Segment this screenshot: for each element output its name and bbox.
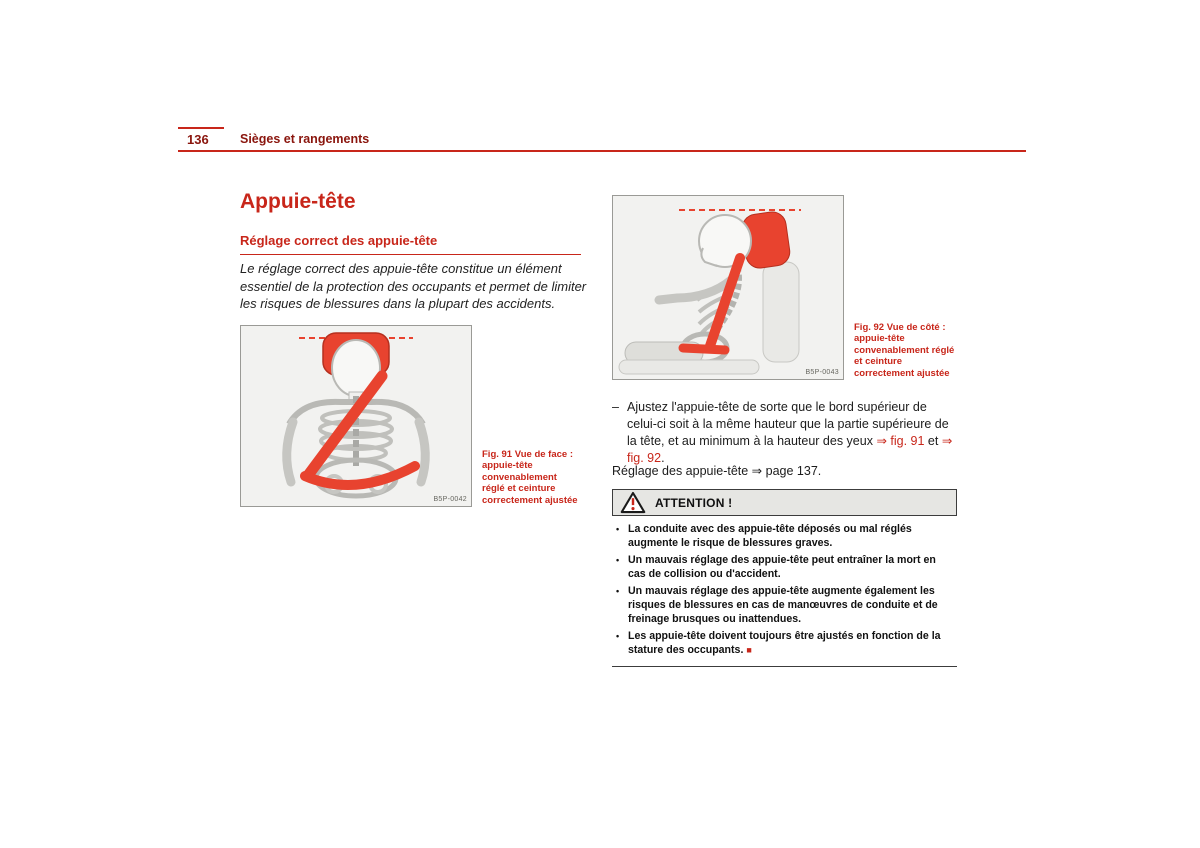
instruction-text [627,399,958,467]
warning-item [613,523,954,550]
bullet-icon: • [616,631,620,642]
bullet-icon: • [616,555,620,566]
warning-triangle-icon [620,491,646,514]
figure-91-caption-text: Vue de face : appuie-tête convenablement réglé et ceinture correctement ajustée [482,448,578,506]
list-dash: – [612,400,619,414]
header-rule [178,150,1026,152]
warning-item-text: La conduite avec des appuie-tête déposés ou mal réglés augmente le risque de blessures graves. [628,523,912,549]
warning-item-text-main: Les appuie-tête doivent toujours être ajustés en fonction de la stature des occupants. [628,630,941,656]
figure-92-code: B5P-0043 [805,369,839,376]
warning-item [613,554,954,581]
figure-91-caption-label: Fig. 91 [482,448,513,460]
warning-item-text: Un mauvais réglage des appuie-tête peut entraîner la mort en cas de collision ou d'accident. [628,554,936,580]
page-cross-reference: Réglage des appuie-tête ⇒ page 137. [612,464,822,478]
warning-body [612,516,957,667]
bullet-icon: • [616,586,620,597]
figure-92 [612,195,957,380]
side-view-illustration [613,196,843,379]
figure-92-caption [854,322,960,380]
front-view-illustration [241,326,471,506]
warning-title: ATTENTION ! [655,495,733,510]
instruction-item [612,399,958,467]
figure-92-caption-label: Fig. 92 [854,321,885,333]
figure-91-image [240,325,472,507]
figure-91-caption [482,449,580,507]
fig-92-reference: ⇒ fig. 92 [627,434,953,465]
page-title: Appuie-tête [240,190,356,213]
section-title: Sièges et rangements [240,132,370,146]
warning-item-text: Un mauvais réglage des appuie-tête augmente également les risques de blessures en cas de manœuvres de conduite et de freinage brusques ou inattendues. [628,585,938,625]
figure-91-code: B5P-0042 [433,496,467,503]
fig-91-reference: ⇒ fig. 91 [876,434,925,448]
warning-item-text [628,630,954,657]
section-end-marker: ■ [746,644,752,655]
instruction-text-end: . [661,451,665,465]
page-number: 136 [187,132,209,147]
figure-92-caption-text: Vue de côté : appuie-tête convenablement réglé et ceinture correctement ajustée [854,321,955,379]
bullet-icon: • [616,524,620,534]
figure-91 [240,325,580,507]
warning-box [612,489,957,667]
instruction-text-main: Ajustez l'appuie-tête de sorte que le bord supérieur de celui-ci soit à la même hauteur que la partie supérieure de la tête, et au minimum à la hauteur des yeux [627,400,949,448]
article-subtitle: Réglage correct des appuie-tête [240,233,581,255]
instruction-text-mid: et [924,434,942,448]
figure-92-image [612,195,844,380]
warning-header [612,489,957,516]
warning-item [613,630,954,657]
corner-tick [178,127,224,129]
intro-paragraph: Le réglage correct des appuie-tête constitue un élément essentiel de la protection des occupants et permet de limiter les risques de blessures dans la plupart des accidents. [240,261,587,311]
warning-item [613,585,954,626]
